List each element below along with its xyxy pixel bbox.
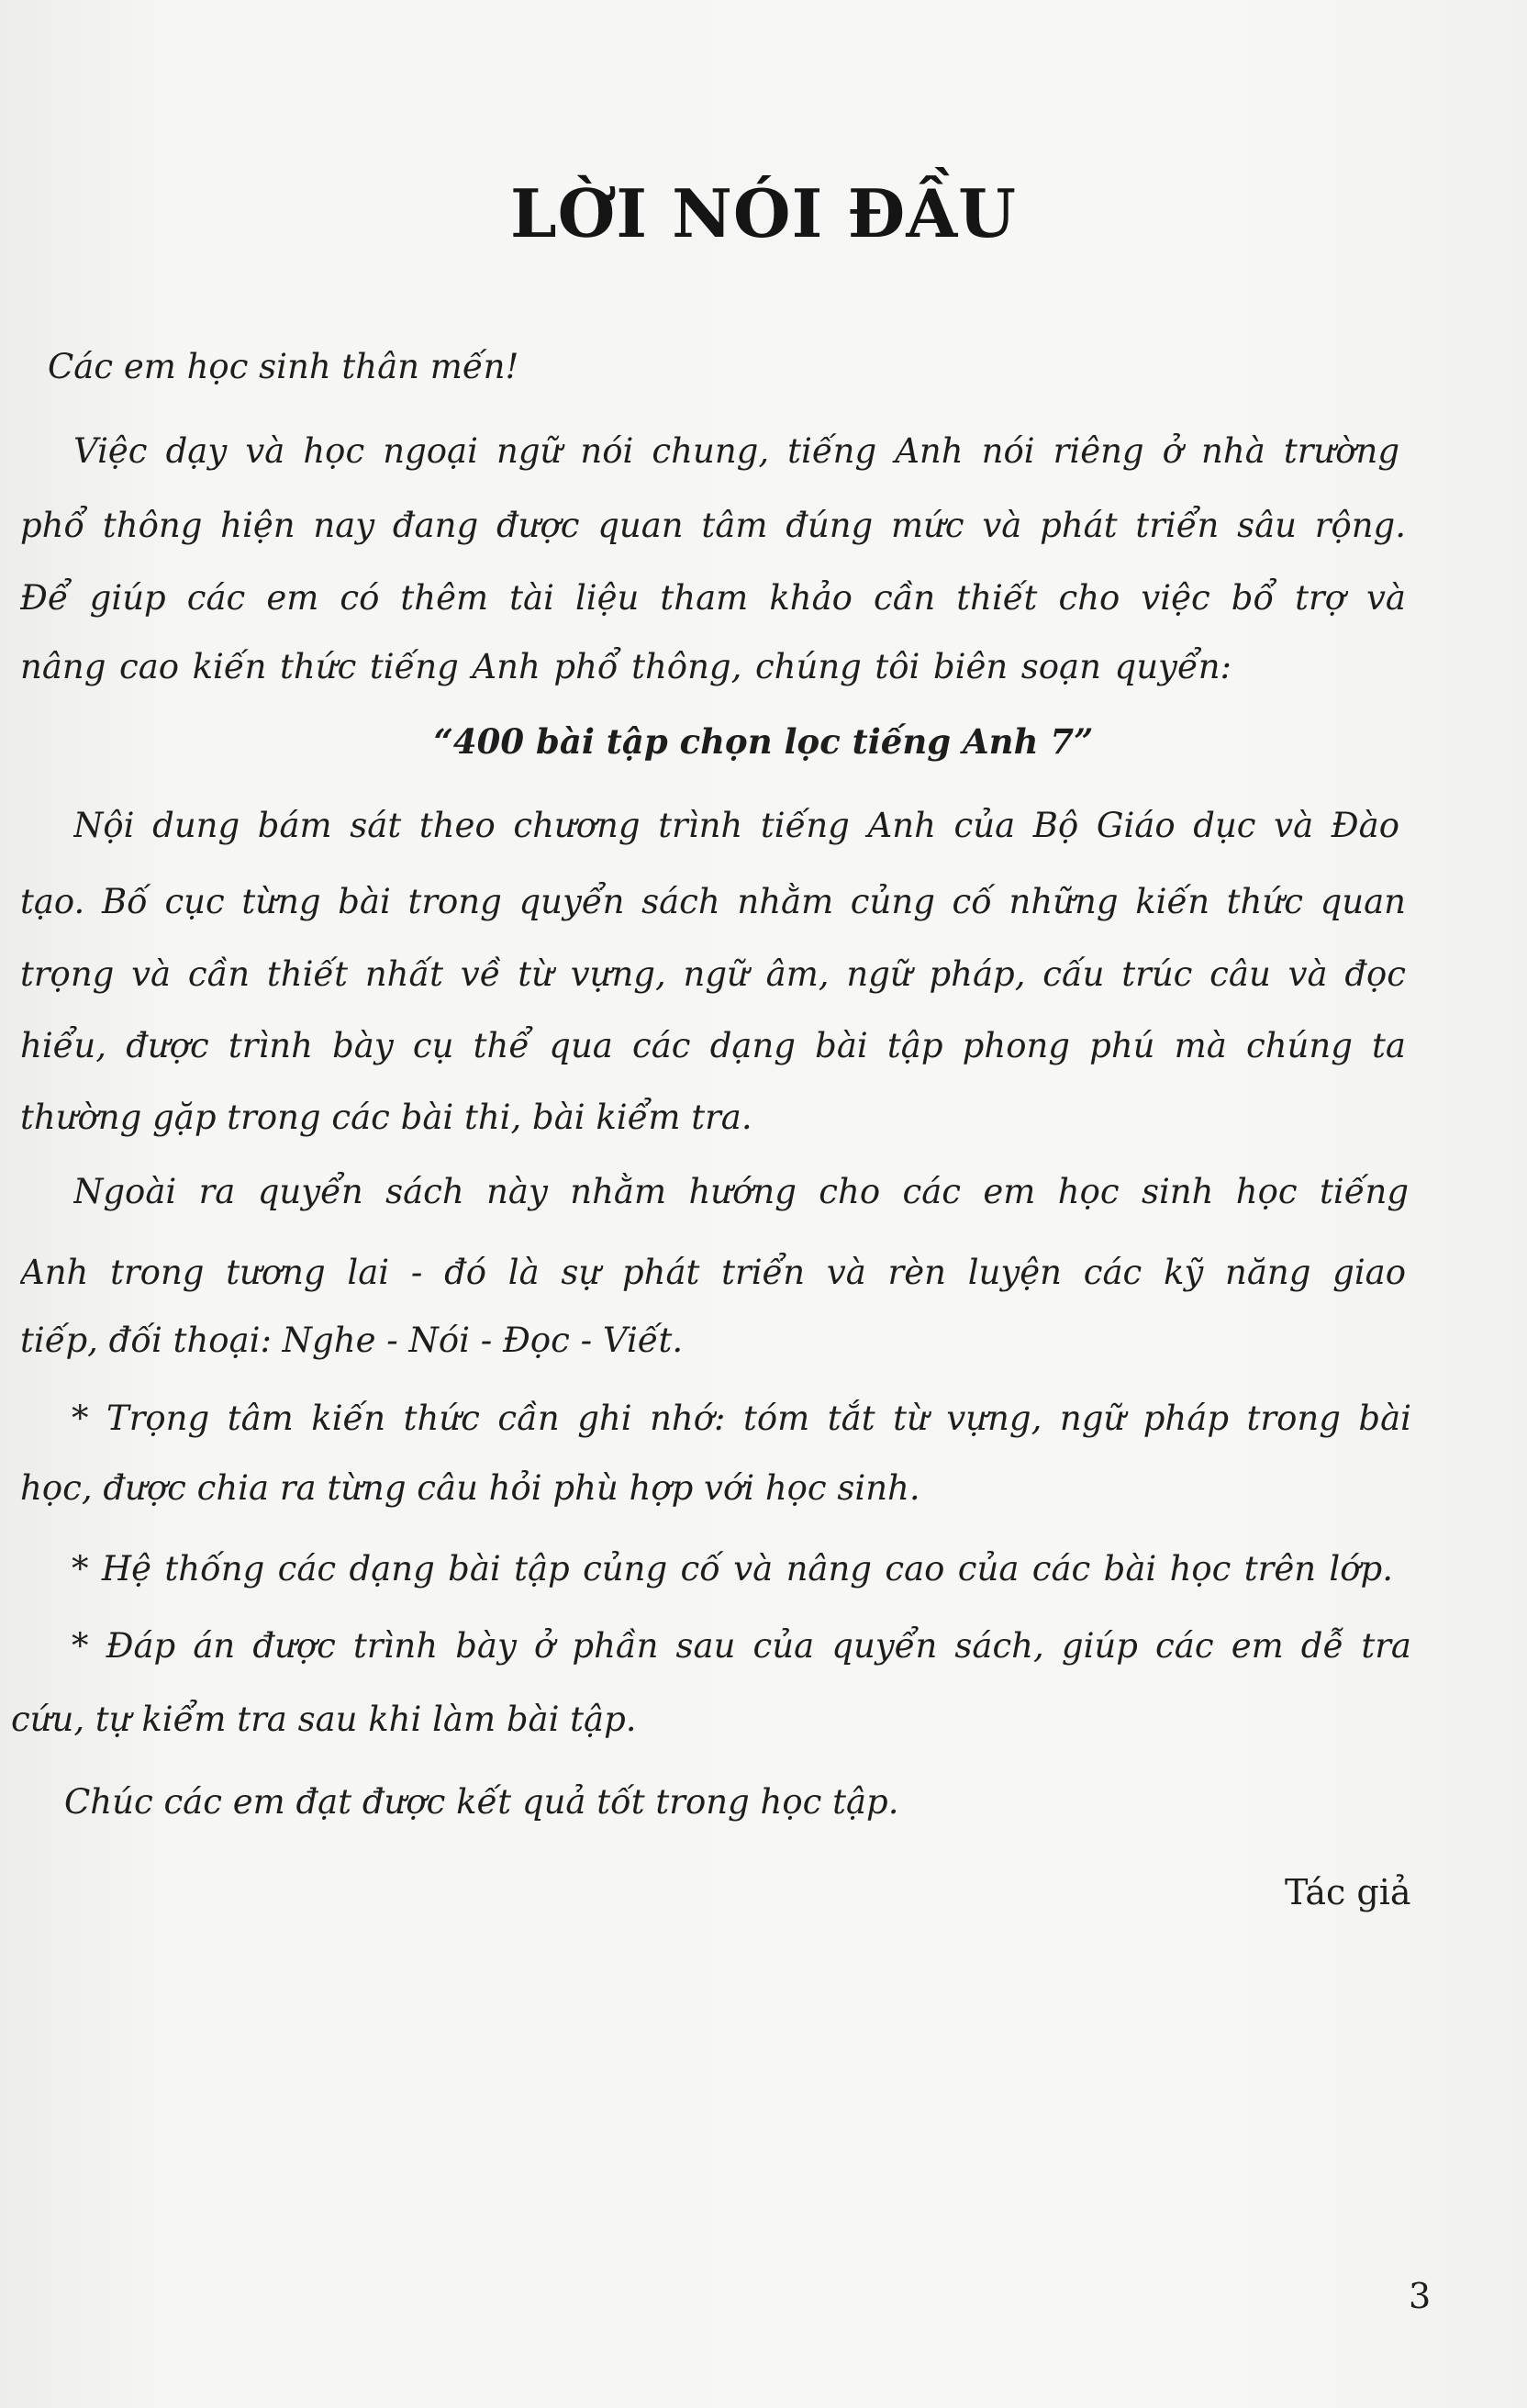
closing-line: Chúc các em đạt được kết quả tốt trong học tập. [64, 1782, 899, 1822]
page-number: 3 [1409, 2276, 1432, 2316]
paragraph-line: hiểu, được trình bày cụ thể qua các dạng bài tập phong phú mà chúng ta [20, 1026, 1406, 1065]
paragraph-line: phổ thông hiện nay đang được quan tâm đúng mức và phát triển sâu rộng. [20, 506, 1406, 545]
paragraph-line: Nội dung bám sát theo chương trình tiếng Anh của Bộ Giáo dục và Đào [73, 806, 1399, 845]
paragraph-line: trọng và cần thiết nhất về từ vựng, ngữ âm, ngữ pháp, cấu trúc câu và đọc [20, 954, 1406, 994]
page-title: LỜI NÓI ĐẦU [510, 174, 1017, 252]
author-signature: Tác giả [1285, 1872, 1411, 1912]
paragraph-line: Ngoài ra quyển sách này nhằm hướng cho các em học sinh học tiếng [73, 1172, 1409, 1211]
book-title-line: “400 bài tập chọn lọc tiếng Anh 7” [433, 721, 1094, 762]
paragraph-line: tạo. Bố cục từng bài trong quyển sách nhằm củng cố những kiến thức quan [20, 882, 1406, 921]
greeting-line: Các em học sinh thân mến! [48, 347, 519, 386]
paragraph-line: nâng cao kiến thức tiếng Anh phổ thông, chúng tôi biên soạn quyển: [20, 647, 1232, 686]
paragraph-line: cứu, tự kiểm tra sau khi làm bài tập. [11, 1700, 637, 1739]
bullet-line: * Trọng tâm kiến thức cần ghi nhớ: tóm tắt từ vựng, ngữ pháp trong bài [72, 1399, 1411, 1438]
bullet-line: * Hệ thống các dạng bài tập củng cố và nâng cao của các bài học trên lớp. [72, 1549, 1393, 1589]
paragraph-line: học, được chia ra từng câu hỏi phù hợp với học sinh. [20, 1468, 920, 1508]
paragraph-line: thường gặp trong các bài thi, bài kiểm tra. [20, 1098, 752, 1137]
paragraph-line: Để giúp các em có thêm tài liệu tham khảo cần thiết cho việc bổ trợ và [20, 578, 1406, 618]
paragraph-line: tiếp, đối thoại: Nghe - Nói - Đọc - Viết. [20, 1321, 684, 1360]
paragraph-line: Việc dạy và học ngoại ngữ nói chung, tiếng Anh nói riêng ở nhà trường [73, 431, 1399, 471]
paragraph-line: Anh trong tương lai - đó là sự phát triển và rèn luyện các kỹ năng giao [20, 1253, 1406, 1292]
bullet-line: * Đáp án được trình bày ở phần sau của quyển sách, giúp các em dễ tra [72, 1626, 1411, 1666]
